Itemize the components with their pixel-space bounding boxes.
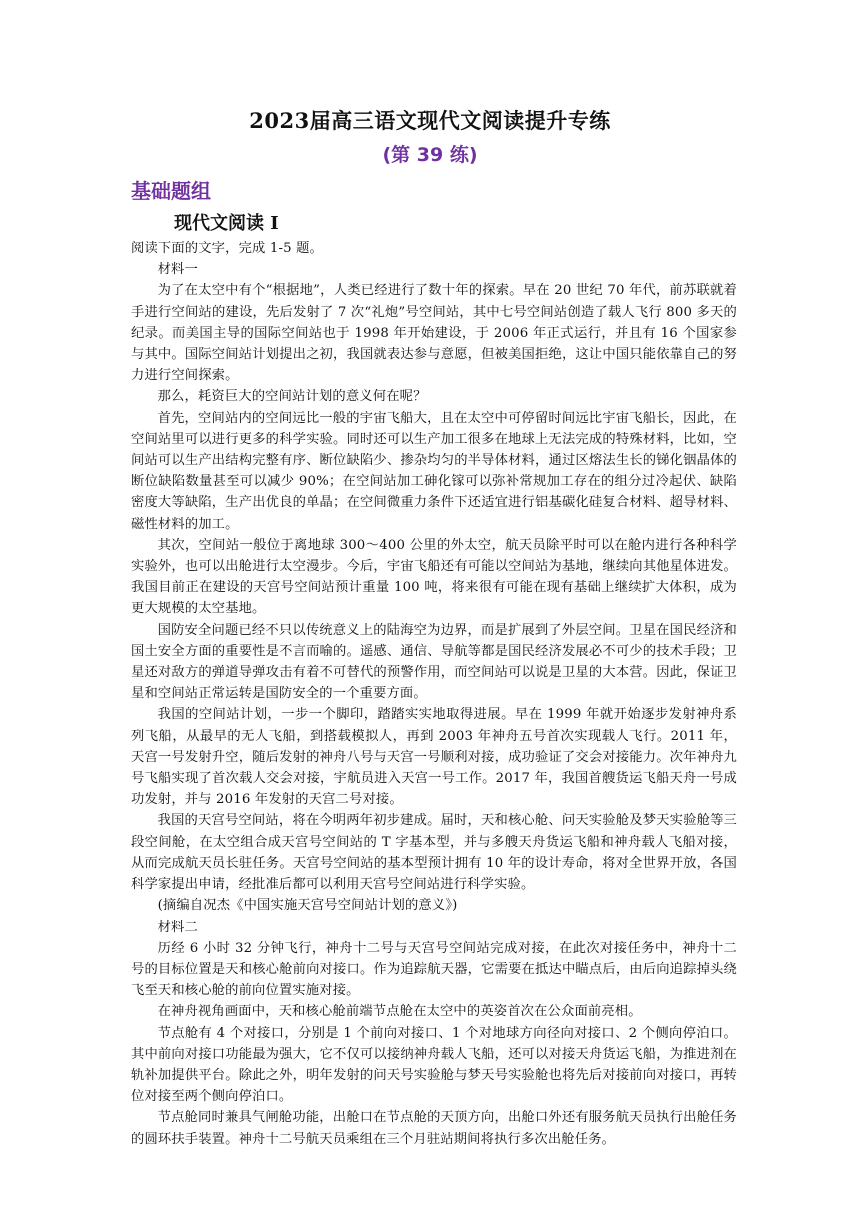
paragraph: 节点舱有 4 个对接口，分别是 1 个前向对接口、1 个对地球方向径向对接口、2 个侧向停泊口。其中前向对接口功能最为强大，它不仅可以接纳神舟载人飞船，还可以对接天舟货运飞船，为推进剂在轨补加提供平台。除此之外，明年发射的问天号实验舱与梦天号实验舱也将先后对接前向对接口，再转位对接至两个侧向停泊口。 [131, 1025, 737, 1105]
paragraph: 我国的空间站计划，一步一个脚印，踏踏实实地取得进展。早在 1999 年就开始逐步发射神舟系列飞船，从最早的无人飞船，到搭载模拟人，再到 2003 年神舟五号首次实现载人飞行。2011 年，天宫一号发射升空，随后发射的神舟八号与天宫一号顺利对接，成功验证了交会对接能力。次年神舟九号飞船实现了首次载人交会对接，宇航员进入天宫一号工作。2017 年，我国首艘货运飞船天舟一号成功发射，并与 2016 年发射的天宫二号对接。 [131, 707, 737, 808]
paragraph: 材料一 [157, 262, 198, 278]
paragraph: 那么，耗资巨大的空间站计划的意义何在呢？ [157, 389, 427, 405]
subsection-heading: 现代文阅读 I [174, 213, 279, 234]
document-title: 2023届高三语文现代文阅读提升专练 [249, 108, 611, 133]
document-subtitle: (第 39 练) [382, 144, 478, 166]
paragraph: 材料二 [157, 919, 198, 935]
paragraph: (摘编自况杰《中国实施天宫号空间站计划的意义》) [157, 898, 458, 914]
paragraph: 其次，空间站一般位于离地球 300～400 公里的外太空，航天员除平时可以在舱内进行各种科学实验外，也可以出舱进行太空漫步。今后，宇宙飞船还有可能以空间站为基地，继续向其他星体进发。我国目前正在建设的天宫号空间站预计重量 100 吨，将来很有可能在现有基础上继续扩大体积，成为更大规模的太空基地。 [131, 537, 737, 617]
paragraph: 在神舟视角画面中，天和核心舱前端节点舱在太空中的英姿首次在公众面前亮相。 [157, 1004, 642, 1020]
paragraph: 为了在太空中有个“根据地”，人类已经进行了数十年的探索。早在 20 世纪 70 年代，前苏联就着手进行空间站的建设，先后发射了 7 次“礼炮”号空间站，其中七号空间站创造了载人飞行 800 多天的纪录。而美国主导的国际空间站也于 1998 年开始建设，于 2006 年正式运行，并且有 16 个国家参与其中。国际空间站计划提出之初，我国就表达参与意愿，但被美国拒绝，这让中国只能依靠自己的努力进行空间探索。 [131, 283, 737, 384]
paragraph: 节点舱同时兼具气闸舱功能，出舱口在节点舱的天顶方向，出舱口外还有服务航天员执行出舱任务的圆环扶手装置。神舟十二号航天员乘组在三个月驻站期间将执行多次出舱任务。 [131, 1110, 737, 1147]
document-body [131, 238, 737, 1150]
paragraph: 阅读下面的文字，完成 1-5 题。 [131, 241, 323, 256]
paragraph: 国防安全问题已经不只以传统意义上的陆海空为边界，而是扩展到了外层空间。卫星在国民经济和国土安全方面的重要性是不言而喻的。遥感、通信、导航等都是国民经济发展必不可少的技术手段；卫星还对敌方的弹道导弹攻击有着不可替代的预警作用，而空间站可以说是卫星的大本营。因此，保证卫星和空间站正常运转是国防安全的一个重要方面。 [131, 622, 737, 702]
paragraph: 我国的天宫号空间站，将在今明两年初步建成。届时，天和核心舱、问天实验舱及梦天实验舱等三段空间舱，在太空组合成天宫号空间站的 T 字基本型，并与多艘天舟货运飞船和神舟载人飞船对接，从而完成航天员长驻任务。天宫号空间站的基本型预计拥有 10 年的设计寿命，将对全世界开放，各国科学家提出申请，经批准后都可以利用天宫号空间站进行科学实验。 [131, 813, 737, 893]
section-heading: 基础题组 [131, 179, 211, 203]
paragraph: 历经 6 小时 32 分钟飞行，神舟十二号与天宫号空间站完成对接，在此次对接任务中，神舟十二号的目标位置是天和核心舱前向对接口。作为追踪航天器，它需要在抵达中瞄点后，由后向追踪掉头绕飞至天和核心舱的前向位置实施对接。 [131, 940, 737, 999]
paragraph: 首先，空间站内的空间远比一般的宇宙飞船大，且在太空中可停留时间远比宇宙飞船长，因此，在空间站里可以进行更多的科学实验。同时还可以生产加工很多在地球上无法完成的特殊材料，比如，空间站可以生产出结构完整有序、断位缺陷少、掺杂均匀的半导体材料，通过区熔法生长的锑化铟晶体的断位缺陷数量甚至可以减少 90%；在空间站加工砷化镓可以弥补常规加工存在的组分过冷起伏、缺陷密度大等缺陷，生产出优良的单晶；在空间微重力条件下还适宜进行铝基碳化硅复合材料、超导材料、磁性材料的加工。 [131, 410, 737, 532]
